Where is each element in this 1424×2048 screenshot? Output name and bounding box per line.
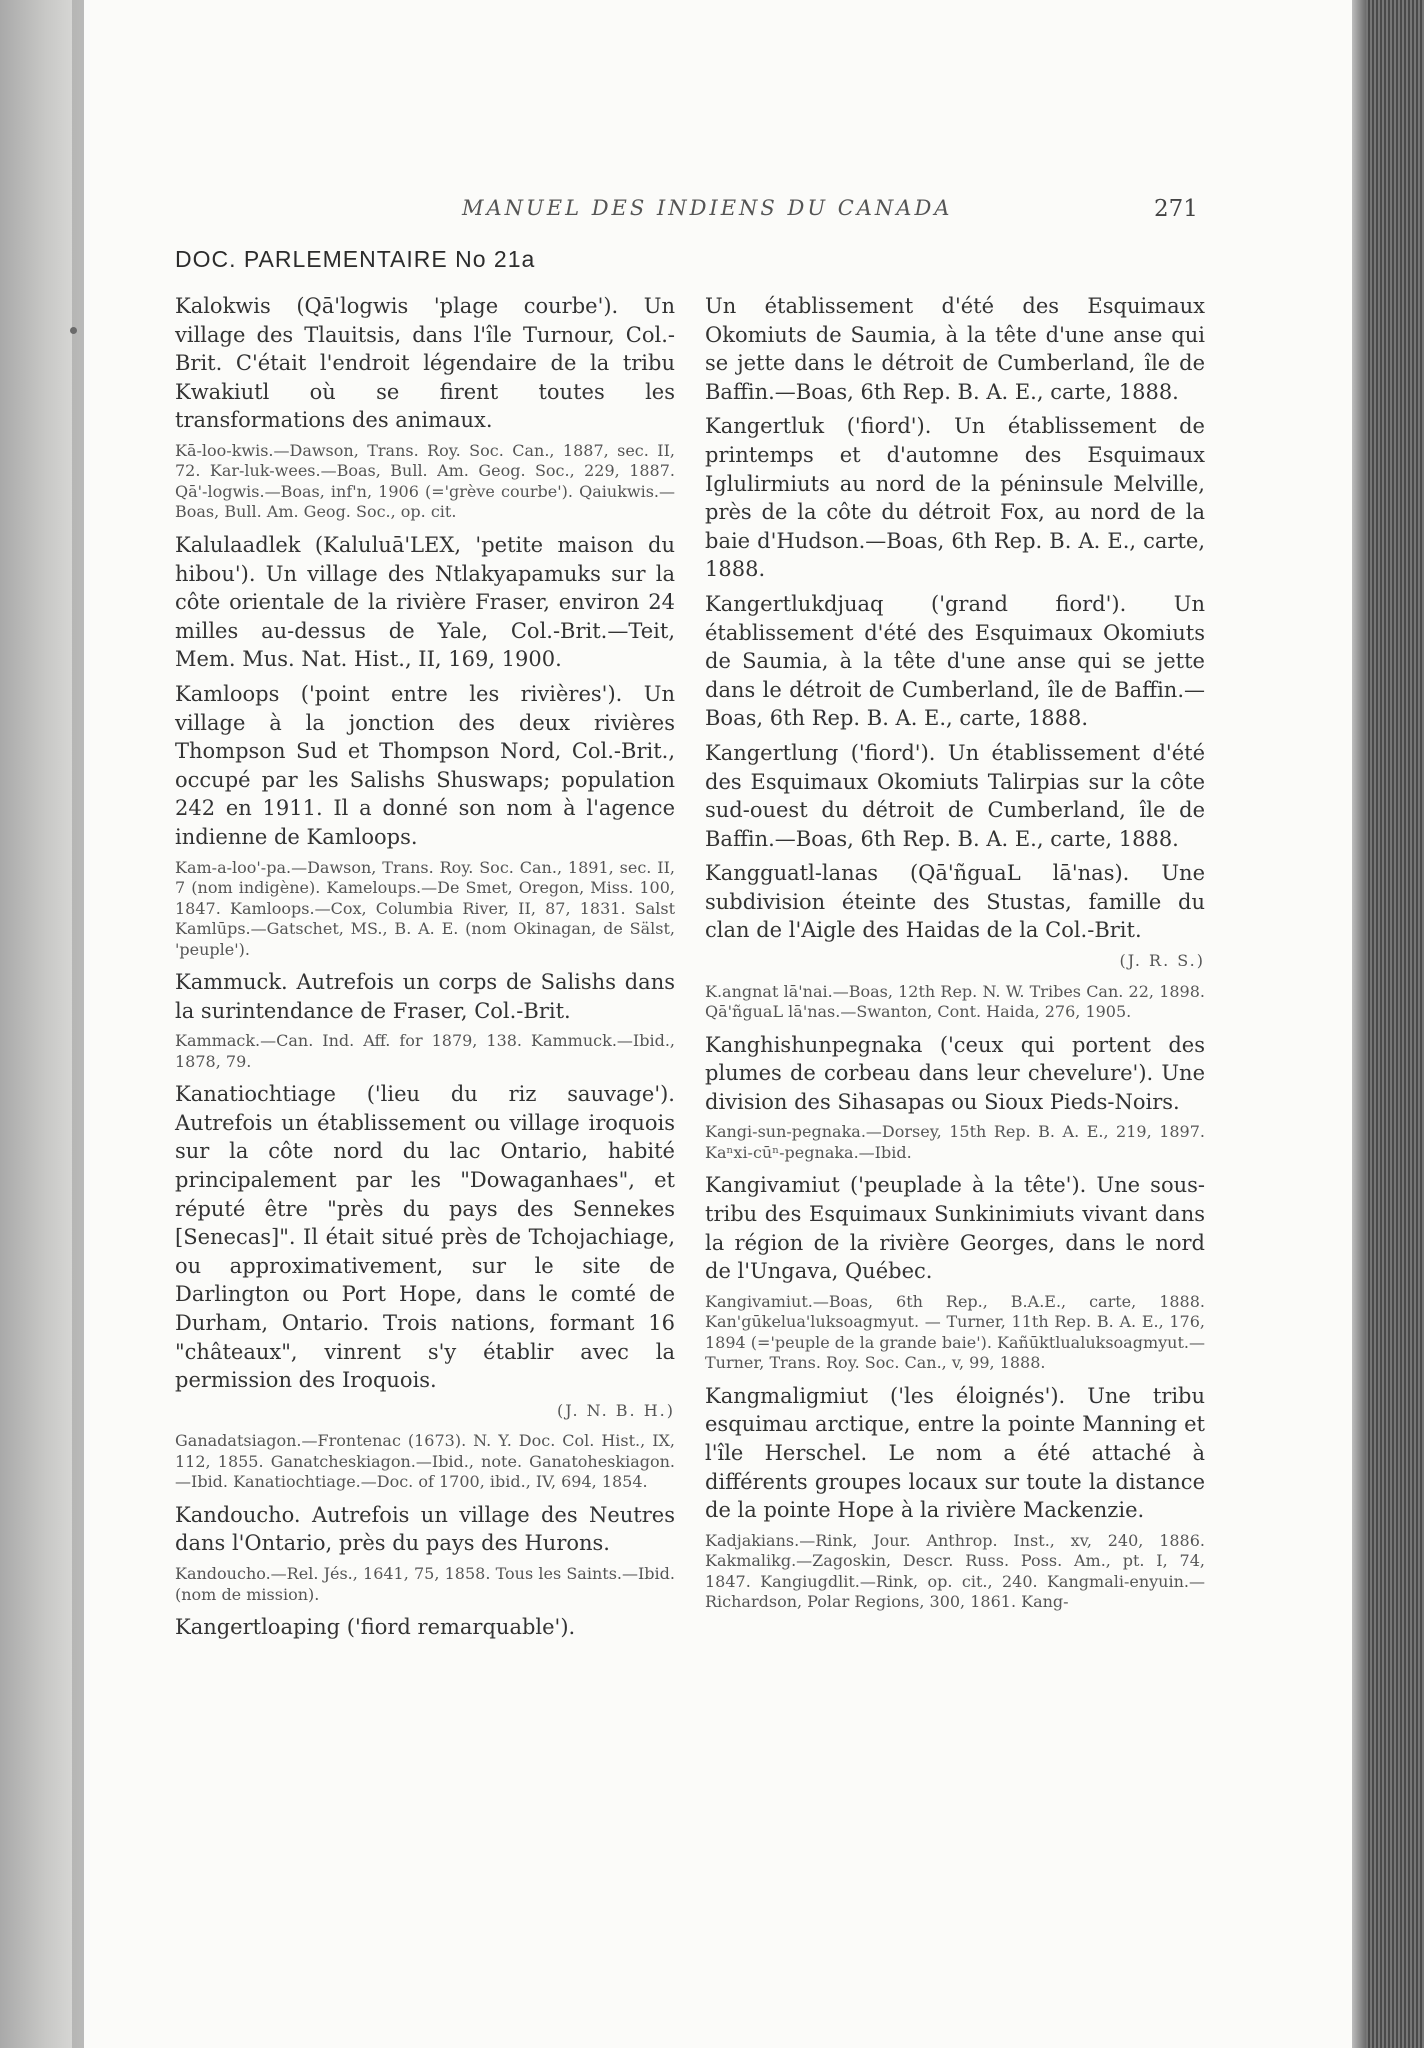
citation-block [175,858,675,961]
citation-text: K.angnat lā'nai.—Boas, 12th Rep. N. W. Tribes Can. 22, 1898. Qā'ñguaL lā'nas.—Swanton, Cont. Haida, 276, 1905. [705,981,1205,1022]
citation-block [705,1531,1205,1613]
citation-block [175,441,675,523]
entry-text: Kangertlukdjuaq ('grand fiord'). Un établissement d'été des Esquimaux Okomiuts de Saumia, à la tête d'une anse qui se jette dans le détroit de Cumberland, île de Baffin.—Boas, 6th Rep. B. A. E., carte, 1888. [705,591,1205,731]
dictionary-entry [705,292,1205,406]
entry-text: Kamloops ('point entre les rivières'). Un village à la jonction des deux rivières Thompson Sud et Thompson Nord, Col.-Brit., occupé par les Salishs Shuswaps; population 242 en 1911. Il a donné son nom à l'agence indienne de Kamloops. [175,681,675,849]
entry-text: Kandoucho. Autrefois un village des Neutres dans l'Ontario, près du pays des Hurons. [175,1502,675,1556]
entry-text: Kangertluk ('fiord'). Un établissement de printemps et d'automne des Esquimaux Iglulirmiuts au nord de la péninsule Melville, près de la côte du détroit Fox, au nord de la baie d'Hudson.—Boas, 6th Rep. B. A. E., carte, 1888. [705,414,1205,582]
citation-block [705,1122,1205,1163]
entry-text: Kanghishunpegnaka ('ceux qui portent des plumes de corbeau dans leur chevelure'). Une division des Sihasapas ou Sioux Pieds-Noirs. [705,1032,1205,1114]
entry-text: Kalokwis (Qā'logwis 'plage courbe'). Un village des Tlauitsis, dans l'île Turnour, Col.-Brit. C'était l'endroit légendaire de la tribu Kwakiutl où se firent toutes les transformations des animaux. [175,294,675,433]
citation-text: Kadjakians.—Rink, Jour. Anthrop. Inst., xv, 240, 1886. Kakmalikg.—Zagoskin, Descr. Russ. Poss. Am., pt. I, 74, 1847. Kangiugdlit.—Rink, op. cit., 240. Kangmali-enyuin.—Richardson, Polar Regions, 300, 1861. Kang- [705,1530,1205,1612]
entry-text: Un établissement d'été des Esquimaux Okomiuts de Saumia, à la tête d'une anse qui se jette dans le détroit de Cumberland, île de Baffin.—Boas, 6th Rep. B. A. E., carte, 1888. [705,294,1205,404]
running-head: MANUEL DES INDIENS DU CANADA [462,196,953,220]
citation-block [175,1564,675,1605]
entry-text: Kangertloaping ('fiord remarquable'). [175,1615,576,1639]
dictionary-entry [175,680,675,852]
citation-block [705,982,1205,1023]
dictionary-entry [705,1171,1205,1285]
dictionary-entry [175,968,675,1025]
entry-text: Kangmaligmiut ('les éloignés'). Une tribu esquimau arctique, entre la pointe Manning et l'île Herschel. Le nom a été attaché à différents groupes locaux sur toute la distance de la pointe Hope à la rivière Mackenzie. [705,1383,1205,1523]
entry-text: Kammuck. Autrefois un corps de Salishs dans la surintendance de Fraser, Col.-Brit. [175,970,675,1023]
dictionary-entry [705,590,1205,733]
dictionary-entry [705,1382,1205,1525]
entry-text: Kangertlung ('fiord'). Un établissement d'été des Esquimaux Okomiuts Talirpias sur la côte sud-ouest du détroit de Cumberland, île de Baffin.—Boas, 6th Rep. B. A. E., carte, 1888. [705,740,1205,851]
entry-text: Kangivamiut ('peuplade à la tête'). Une sous-tribu des Esquimaux Sunkinimiuts vivant dans la région de la rivière Georges, dans le nord de l'Ungava, Québec. [705,1173,1205,1284]
dictionary-entry [705,859,1205,975]
right-page-stack [1352,0,1424,2048]
citation-text: Kammack.—Can. Ind. Aff. for 1879, 138. Kammuck.—Ibid., 1878, 79. [175,1031,675,1071]
dictionary-entry [705,1031,1205,1117]
entry-text: Kanatiochtiage ('lieu du riz sauvage'). Autrefois un établissement ou village iroquois sur la côte nord du lac Ontario, habité principalement par les "Dowaganhaes", et réputé être "près du pays des Sennekes [Senecas]". Il était situé près de Tchojachiage, ou approximativement, sur le site de Darlington ou Port Hope, dans le comté de Durham, Ontario. Trois nations, formant 16 "châteaux", vinrent s'y établir avec la permission des Iroquois. [175,1082,675,1393]
dictionary-entry [175,1613,675,1642]
citation-text: Kangi-sun-pegnaka.—Dorsey, 15th Rep. B. A. E., 219, 1897. Kaⁿxi-cūⁿ-pegnaka.—Ibid. [705,1122,1205,1162]
margin-mark [70,327,77,334]
entry-text: Kalulaadlek (Kaluluā'LEX, 'petite maison du hibou'). Un village des Ntlakyapamuks sur la côte orientale de la rivière Fraser, environ 24 milles au-dessus de Yale, Col.-Brit.—Teit, Mem. Mus. Nat. Hist., II, 169, 1900. [175,532,675,672]
dictionary-entry [175,292,675,435]
dictionary-entry [705,412,1205,584]
citation-block [175,1031,675,1072]
citation-block [705,1292,1205,1374]
citation-text: Kandoucho.—Rel. Jés., 1641, 75, 1858. Tous les Saints.—Ibid. (nom de mission). [175,1564,675,1604]
left-column [175,292,675,1648]
dictionary-entry [175,1080,675,1425]
author-initials: (J. R. S.) [1119,951,1205,971]
author-initials: (J. N. B. H.) [557,1400,675,1420]
dictionary-entry [175,1501,675,1558]
citation-text: Ganadatsiagon.—Frontenac (1673). N. Y. Doc. Col. Hist., IX, 112, 1855. Ganatcheskiagon.—Ibid., note. Ganatoheskiagon.—Ibid. Kanatiochtiage.—Doc. of 1700, ibid., IV, 694, 1854. [175,1431,675,1492]
citation-text: Kangivamiut.—Boas, 6th Rep., B.A.E., carte, 1888. Kan'gūkelua'luksoagmyut. — Turner, 11th Rep. B. A. E., 176, 1894 (='peuple de la grande baie'). Kañūktlualuksoagmyut.—Turner, Trans. Roy. Soc. Can., v, 99, 1888. [705,1291,1205,1373]
dictionary-entry [175,531,675,674]
dictionary-entry [705,739,1205,853]
entry-text: Kangguatl-lanas (Qā'ñguaL lā'nas). Une subdivision éteinte des Stustas, famille du clan de l'Aigle des Haidas de la Col.-Brit. [705,861,1205,943]
citation-block [175,1431,675,1493]
citation-text: Kam-a-loo'-pa.—Dawson, Trans. Roy. Soc. Can., 1891, sec. II, 7 (nom indigène). Kameloups.—De Smet, Oregon, Miss. 100, 1847. Kamloops.—Cox, Columbia River, II, 87, 1831. Salst Kamlūps.—Gatschet, MS., B. A. E. (nom Okinagan, de Sälst, 'peuple'). [175,857,675,959]
citation-text: Kā-loo-kwis.—Dawson, Trans. Roy. Soc. Can., 1887, sec. II, 72. Kar-luk-wees.—Boas, Bull. Am. Geog. Soc., 229, 1887. Qā'-logwis.—Boas, inf'n, 1906 (='grève courbe'). Qaiukwis.—Boas, Bull. Am. Geog. Soc., op. cit. [175,440,675,522]
page-stack-shadow [1352,0,1366,2048]
page-number: 271 [1154,196,1198,222]
left-page-edge [0,0,84,2048]
document-header: DOC. PARLEMENTAIRE No 21a [175,246,536,272]
right-column [705,292,1205,1621]
binding-shadow [72,0,84,2048]
